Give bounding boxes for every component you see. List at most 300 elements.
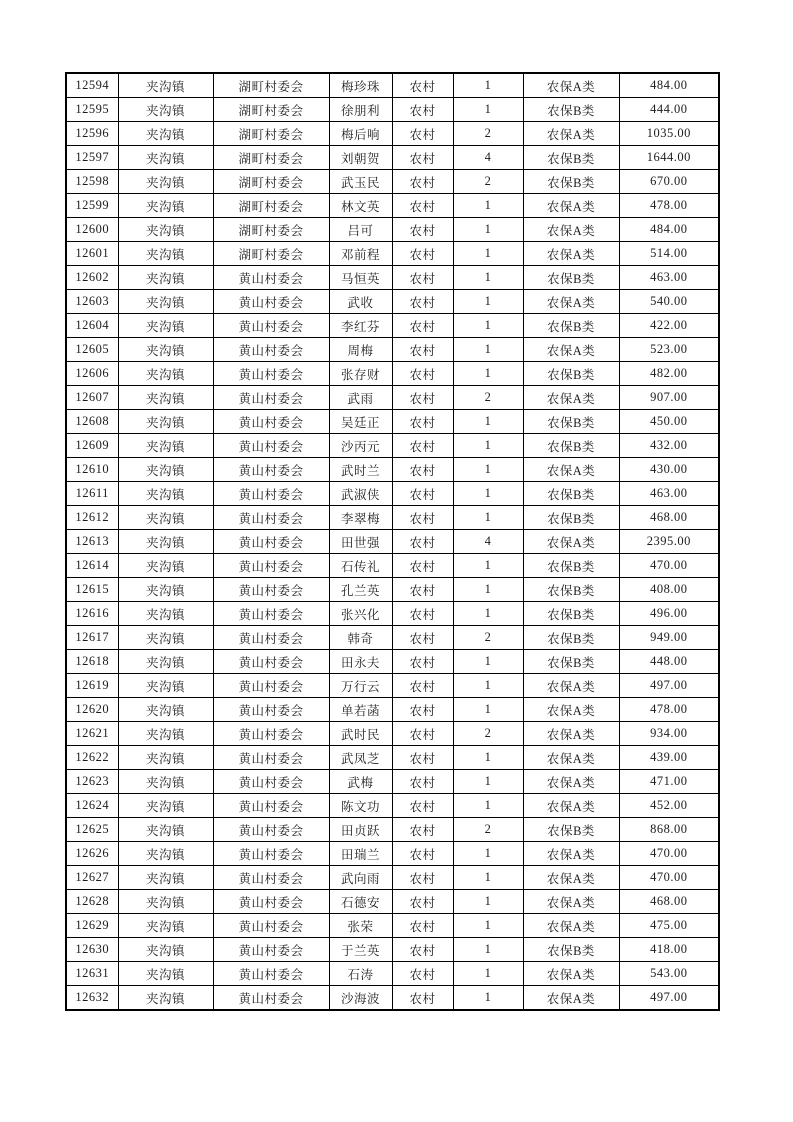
cell-residence-type: 农村 [392, 122, 453, 146]
cell-person-name: 田永夫 [329, 650, 392, 674]
cell-village-committee: 黄山村委会 [213, 602, 329, 626]
cell-amount: 432.00 [619, 434, 719, 458]
cell-person-name: 吴廷正 [329, 410, 392, 434]
cell-person-count: 1 [453, 650, 523, 674]
cell-village-committee: 黄山村委会 [213, 362, 329, 386]
cell-amount: 452.00 [619, 794, 719, 818]
cell-residence-type: 农村 [392, 290, 453, 314]
cell-person-name: 周梅 [329, 338, 392, 362]
cell-amount: 907.00 [619, 386, 719, 410]
cell-serial-number: 12607 [66, 386, 118, 410]
cell-residence-type: 农村 [392, 386, 453, 410]
cell-insurance-category: 农保B类 [523, 506, 619, 530]
cell-residence-type: 农村 [392, 506, 453, 530]
cell-village-committee: 湖町村委会 [213, 98, 329, 122]
cell-residence-type: 农村 [392, 842, 453, 866]
cell-person-count: 1 [453, 914, 523, 938]
cell-town: 夹沟镇 [118, 194, 213, 218]
cell-insurance-category: 农保B类 [523, 602, 619, 626]
cell-amount: 1644.00 [619, 146, 719, 170]
cell-person-name: 陈文功 [329, 794, 392, 818]
cell-serial-number: 12619 [66, 674, 118, 698]
cell-amount: 482.00 [619, 362, 719, 386]
cell-village-committee: 黄山村委会 [213, 434, 329, 458]
cell-village-committee: 黄山村委会 [213, 554, 329, 578]
cell-person-name: 梅后响 [329, 122, 392, 146]
cell-residence-type: 农村 [392, 98, 453, 122]
cell-town: 夹沟镇 [118, 842, 213, 866]
cell-person-count: 2 [453, 722, 523, 746]
cell-town: 夹沟镇 [118, 170, 213, 194]
table-row [66, 482, 719, 506]
cell-residence-type: 农村 [392, 434, 453, 458]
cell-person-count: 1 [453, 434, 523, 458]
cell-town: 夹沟镇 [118, 338, 213, 362]
cell-residence-type: 农村 [392, 770, 453, 794]
table-row [66, 314, 719, 338]
cell-residence-type: 农村 [392, 314, 453, 338]
cell-insurance-category: 农保A类 [523, 242, 619, 266]
cell-town: 夹沟镇 [118, 746, 213, 770]
cell-person-count: 1 [453, 362, 523, 386]
table-row [66, 122, 719, 146]
table-row [66, 434, 719, 458]
cell-residence-type: 农村 [392, 890, 453, 914]
cell-serial-number: 12605 [66, 338, 118, 362]
cell-insurance-category: 农保B类 [523, 554, 619, 578]
cell-person-name: 武时兰 [329, 458, 392, 482]
cell-town: 夹沟镇 [118, 674, 213, 698]
cell-person-name: 张存财 [329, 362, 392, 386]
cell-person-count: 2 [453, 122, 523, 146]
cell-amount: 1035.00 [619, 122, 719, 146]
cell-amount: 422.00 [619, 314, 719, 338]
table-row [66, 506, 719, 530]
cell-insurance-category: 农保A类 [523, 914, 619, 938]
cell-insurance-category: 农保B类 [523, 938, 619, 962]
cell-town: 夹沟镇 [118, 650, 213, 674]
cell-village-committee: 湖町村委会 [213, 170, 329, 194]
cell-person-name: 田贞跃 [329, 818, 392, 842]
table-row [66, 266, 719, 290]
cell-person-count: 2 [453, 386, 523, 410]
table-row [66, 890, 719, 914]
cell-amount: 868.00 [619, 818, 719, 842]
cell-person-count: 1 [453, 986, 523, 1011]
cell-person-count: 1 [453, 338, 523, 362]
cell-person-count: 1 [453, 242, 523, 266]
cell-amount: 523.00 [619, 338, 719, 362]
cell-person-name: 单若菡 [329, 698, 392, 722]
cell-insurance-category: 农保B类 [523, 434, 619, 458]
cell-town: 夹沟镇 [118, 914, 213, 938]
cell-person-name: 林文英 [329, 194, 392, 218]
cell-serial-number: 12627 [66, 866, 118, 890]
cell-serial-number: 12598 [66, 170, 118, 194]
cell-insurance-category: 农保B类 [523, 578, 619, 602]
cell-person-count: 4 [453, 146, 523, 170]
cell-person-name: 田世强 [329, 530, 392, 554]
cell-person-count: 1 [453, 674, 523, 698]
cell-serial-number: 12599 [66, 194, 118, 218]
table-row [66, 650, 719, 674]
cell-village-committee: 黄山村委会 [213, 938, 329, 962]
cell-village-committee: 黄山村委会 [213, 842, 329, 866]
cell-town: 夹沟镇 [118, 98, 213, 122]
cell-insurance-category: 农保A类 [523, 73, 619, 98]
cell-serial-number: 12620 [66, 698, 118, 722]
table-row [66, 674, 719, 698]
cell-amount: 514.00 [619, 242, 719, 266]
cell-village-committee: 黄山村委会 [213, 890, 329, 914]
cell-village-committee: 黄山村委会 [213, 506, 329, 530]
cell-serial-number: 12626 [66, 842, 118, 866]
cell-town: 夹沟镇 [118, 362, 213, 386]
cell-person-count: 1 [453, 938, 523, 962]
cell-town: 夹沟镇 [118, 266, 213, 290]
cell-amount: 418.00 [619, 938, 719, 962]
cell-village-committee: 黄山村委会 [213, 746, 329, 770]
cell-village-committee: 黄山村委会 [213, 674, 329, 698]
cell-amount: 496.00 [619, 602, 719, 626]
cell-serial-number: 12632 [66, 986, 118, 1011]
table-row [66, 794, 719, 818]
cell-serial-number: 12594 [66, 73, 118, 98]
cell-town: 夹沟镇 [118, 938, 213, 962]
cell-serial-number: 12613 [66, 530, 118, 554]
cell-serial-number: 12609 [66, 434, 118, 458]
cell-village-committee: 黄山村委会 [213, 338, 329, 362]
cell-town: 夹沟镇 [118, 242, 213, 266]
cell-residence-type: 农村 [392, 242, 453, 266]
cell-person-name: 吕可 [329, 218, 392, 242]
cell-serial-number: 12602 [66, 266, 118, 290]
cell-village-committee: 湖町村委会 [213, 146, 329, 170]
table-row [66, 386, 719, 410]
cell-insurance-category: 农保A类 [523, 218, 619, 242]
cell-residence-type: 农村 [392, 146, 453, 170]
table-body [66, 73, 719, 1010]
table-row [66, 242, 719, 266]
cell-person-count: 1 [453, 482, 523, 506]
cell-village-committee: 黄山村委会 [213, 962, 329, 986]
cell-serial-number: 12597 [66, 146, 118, 170]
cell-insurance-category: 农保B类 [523, 266, 619, 290]
cell-serial-number: 12615 [66, 578, 118, 602]
cell-person-name: 徐朋利 [329, 98, 392, 122]
cell-residence-type: 农村 [392, 362, 453, 386]
cell-village-committee: 黄山村委会 [213, 626, 329, 650]
table-row [66, 194, 719, 218]
table-row [66, 602, 719, 626]
cell-town: 夹沟镇 [118, 73, 213, 98]
cell-person-count: 2 [453, 818, 523, 842]
cell-person-count: 1 [453, 194, 523, 218]
cell-person-count: 1 [453, 770, 523, 794]
cell-residence-type: 农村 [392, 962, 453, 986]
cell-residence-type: 农村 [392, 626, 453, 650]
payment-data-table [65, 72, 720, 1011]
cell-serial-number: 12628 [66, 890, 118, 914]
cell-amount: 463.00 [619, 266, 719, 290]
table-row [66, 698, 719, 722]
cell-serial-number: 12606 [66, 362, 118, 386]
table-row [66, 842, 719, 866]
cell-village-committee: 黄山村委会 [213, 650, 329, 674]
cell-insurance-category: 农保A类 [523, 962, 619, 986]
cell-person-name: 武淑侠 [329, 482, 392, 506]
cell-town: 夹沟镇 [118, 506, 213, 530]
cell-village-committee: 黄山村委会 [213, 818, 329, 842]
cell-town: 夹沟镇 [118, 290, 213, 314]
cell-town: 夹沟镇 [118, 434, 213, 458]
cell-insurance-category: 农保B类 [523, 314, 619, 338]
cell-town: 夹沟镇 [118, 386, 213, 410]
cell-serial-number: 12596 [66, 122, 118, 146]
cell-village-committee: 黄山村委会 [213, 578, 329, 602]
cell-insurance-category: 农保A类 [523, 794, 619, 818]
cell-person-name: 武梅 [329, 770, 392, 794]
cell-insurance-category: 农保B类 [523, 362, 619, 386]
cell-insurance-category: 农保A类 [523, 746, 619, 770]
cell-insurance-category: 农保B类 [523, 410, 619, 434]
cell-town: 夹沟镇 [118, 698, 213, 722]
cell-person-count: 1 [453, 962, 523, 986]
cell-insurance-category: 农保A类 [523, 890, 619, 914]
cell-insurance-category: 农保A类 [523, 722, 619, 746]
cell-amount: 470.00 [619, 554, 719, 578]
table-row [66, 362, 719, 386]
table-row [66, 578, 719, 602]
cell-town: 夹沟镇 [118, 770, 213, 794]
cell-person-name: 武雨 [329, 386, 392, 410]
cell-serial-number: 12623 [66, 770, 118, 794]
cell-village-committee: 黄山村委会 [213, 290, 329, 314]
cell-person-count: 1 [453, 890, 523, 914]
cell-person-count: 2 [453, 626, 523, 650]
cell-village-committee: 黄山村委会 [213, 386, 329, 410]
cell-person-name: 武玉民 [329, 170, 392, 194]
cell-village-committee: 黄山村委会 [213, 722, 329, 746]
cell-amount: 463.00 [619, 482, 719, 506]
cell-village-committee: 黄山村委会 [213, 410, 329, 434]
table-row [66, 770, 719, 794]
cell-serial-number: 12617 [66, 626, 118, 650]
cell-person-name: 韩奇 [329, 626, 392, 650]
cell-person-name: 沙海波 [329, 986, 392, 1011]
cell-town: 夹沟镇 [118, 410, 213, 434]
cell-residence-type: 农村 [392, 578, 453, 602]
cell-person-count: 1 [453, 98, 523, 122]
cell-town: 夹沟镇 [118, 722, 213, 746]
cell-residence-type: 农村 [392, 482, 453, 506]
cell-amount: 484.00 [619, 73, 719, 98]
cell-residence-type: 农村 [392, 674, 453, 698]
cell-village-committee: 黄山村委会 [213, 914, 329, 938]
cell-serial-number: 12614 [66, 554, 118, 578]
cell-village-committee: 黄山村委会 [213, 794, 329, 818]
cell-person-name: 李红芬 [329, 314, 392, 338]
cell-village-committee: 黄山村委会 [213, 266, 329, 290]
cell-residence-type: 农村 [392, 698, 453, 722]
cell-town: 夹沟镇 [118, 578, 213, 602]
table-row [66, 146, 719, 170]
cell-town: 夹沟镇 [118, 458, 213, 482]
cell-amount: 408.00 [619, 578, 719, 602]
table-row [66, 962, 719, 986]
cell-town: 夹沟镇 [118, 314, 213, 338]
cell-person-name: 刘朝贺 [329, 146, 392, 170]
cell-person-name: 马恒英 [329, 266, 392, 290]
cell-person-count: 1 [453, 746, 523, 770]
table-row [66, 866, 719, 890]
cell-insurance-category: 农保A类 [523, 842, 619, 866]
cell-serial-number: 12616 [66, 602, 118, 626]
cell-serial-number: 12604 [66, 314, 118, 338]
cell-serial-number: 12625 [66, 818, 118, 842]
cell-person-name: 于兰英 [329, 938, 392, 962]
cell-person-name: 邓前程 [329, 242, 392, 266]
table-row [66, 98, 719, 122]
cell-village-committee: 黄山村委会 [213, 866, 329, 890]
cell-residence-type: 农村 [392, 650, 453, 674]
cell-village-committee: 黄山村委会 [213, 530, 329, 554]
cell-amount: 470.00 [619, 866, 719, 890]
cell-serial-number: 12624 [66, 794, 118, 818]
cell-amount: 949.00 [619, 626, 719, 650]
cell-village-committee: 黄山村委会 [213, 986, 329, 1011]
cell-insurance-category: 农保A类 [523, 386, 619, 410]
cell-serial-number: 12603 [66, 290, 118, 314]
cell-town: 夹沟镇 [118, 866, 213, 890]
table-row [66, 914, 719, 938]
cell-village-committee: 黄山村委会 [213, 770, 329, 794]
cell-insurance-category: 农保A类 [523, 290, 619, 314]
cell-insurance-category: 农保B类 [523, 818, 619, 842]
cell-amount: 448.00 [619, 650, 719, 674]
cell-insurance-category: 农保A类 [523, 986, 619, 1011]
cell-town: 夹沟镇 [118, 794, 213, 818]
cell-person-name: 石传礼 [329, 554, 392, 578]
cell-insurance-category: 农保A类 [523, 458, 619, 482]
cell-person-count: 1 [453, 602, 523, 626]
cell-village-committee: 黄山村委会 [213, 698, 329, 722]
cell-person-count: 1 [453, 290, 523, 314]
cell-insurance-category: 农保B类 [523, 626, 619, 650]
cell-person-count: 4 [453, 530, 523, 554]
cell-person-count: 1 [453, 266, 523, 290]
cell-residence-type: 农村 [392, 218, 453, 242]
cell-person-count: 2 [453, 170, 523, 194]
cell-amount: 497.00 [619, 674, 719, 698]
cell-town: 夹沟镇 [118, 818, 213, 842]
cell-residence-type: 农村 [392, 410, 453, 434]
cell-residence-type: 农村 [392, 266, 453, 290]
cell-person-name: 孔兰英 [329, 578, 392, 602]
cell-insurance-category: 农保A类 [523, 194, 619, 218]
cell-village-committee: 黄山村委会 [213, 458, 329, 482]
cell-person-name: 武时民 [329, 722, 392, 746]
table-row [66, 530, 719, 554]
table-row [66, 458, 719, 482]
table-row [66, 290, 719, 314]
cell-residence-type: 农村 [392, 722, 453, 746]
cell-person-count: 1 [453, 506, 523, 530]
cell-town: 夹沟镇 [118, 962, 213, 986]
cell-town: 夹沟镇 [118, 218, 213, 242]
cell-person-count: 1 [453, 842, 523, 866]
cell-amount: 478.00 [619, 194, 719, 218]
cell-amount: 430.00 [619, 458, 719, 482]
cell-village-committee: 湖町村委会 [213, 73, 329, 98]
cell-serial-number: 12601 [66, 242, 118, 266]
cell-person-name: 武收 [329, 290, 392, 314]
cell-person-count: 1 [453, 218, 523, 242]
cell-town: 夹沟镇 [118, 530, 213, 554]
cell-person-name: 梅珍珠 [329, 73, 392, 98]
cell-amount: 439.00 [619, 746, 719, 770]
cell-amount: 540.00 [619, 290, 719, 314]
cell-serial-number: 12618 [66, 650, 118, 674]
cell-amount: 497.00 [619, 986, 719, 1011]
cell-person-name: 石涛 [329, 962, 392, 986]
cell-amount: 670.00 [619, 170, 719, 194]
cell-person-count: 1 [453, 698, 523, 722]
cell-person-name: 武凤芝 [329, 746, 392, 770]
cell-town: 夹沟镇 [118, 146, 213, 170]
cell-residence-type: 农村 [392, 170, 453, 194]
cell-amount: 468.00 [619, 890, 719, 914]
cell-amount: 468.00 [619, 506, 719, 530]
cell-insurance-category: 农保B类 [523, 170, 619, 194]
cell-insurance-category: 农保A类 [523, 674, 619, 698]
cell-town: 夹沟镇 [118, 626, 213, 650]
cell-village-committee: 黄山村委会 [213, 482, 329, 506]
cell-insurance-category: 农保B类 [523, 98, 619, 122]
cell-insurance-category: 农保B类 [523, 650, 619, 674]
cell-serial-number: 12612 [66, 506, 118, 530]
cell-amount: 475.00 [619, 914, 719, 938]
cell-residence-type: 农村 [392, 818, 453, 842]
cell-town: 夹沟镇 [118, 122, 213, 146]
cell-town: 夹沟镇 [118, 482, 213, 506]
cell-serial-number: 12621 [66, 722, 118, 746]
cell-person-count: 1 [453, 794, 523, 818]
cell-residence-type: 农村 [392, 338, 453, 362]
cell-amount: 484.00 [619, 218, 719, 242]
cell-amount: 444.00 [619, 98, 719, 122]
table-row [66, 170, 719, 194]
cell-village-committee: 湖町村委会 [213, 122, 329, 146]
cell-serial-number: 12630 [66, 938, 118, 962]
cell-serial-number: 12611 [66, 482, 118, 506]
cell-insurance-category: 农保A类 [523, 122, 619, 146]
table-row [66, 818, 719, 842]
cell-town: 夹沟镇 [118, 602, 213, 626]
cell-amount: 2395.00 [619, 530, 719, 554]
cell-person-count: 1 [453, 554, 523, 578]
cell-residence-type: 农村 [392, 986, 453, 1011]
cell-serial-number: 12608 [66, 410, 118, 434]
table-row [66, 746, 719, 770]
cell-amount: 478.00 [619, 698, 719, 722]
cell-insurance-category: 农保B类 [523, 146, 619, 170]
cell-village-committee: 黄山村委会 [213, 314, 329, 338]
cell-insurance-category: 农保A类 [523, 698, 619, 722]
cell-serial-number: 12631 [66, 962, 118, 986]
cell-town: 夹沟镇 [118, 890, 213, 914]
cell-residence-type: 农村 [392, 938, 453, 962]
